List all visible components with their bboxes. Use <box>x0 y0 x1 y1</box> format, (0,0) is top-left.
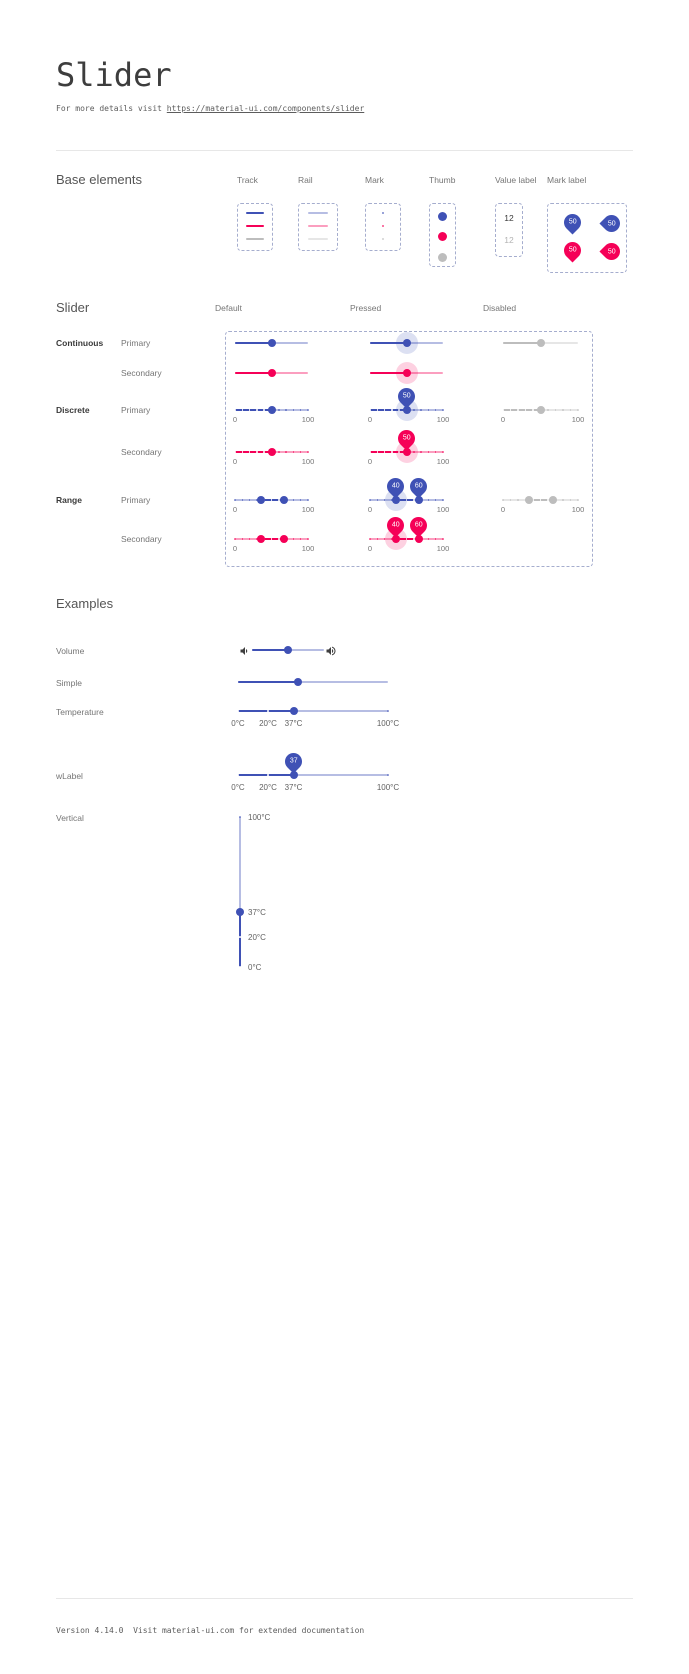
mark-dot <box>547 409 549 411</box>
scale-label-max: 100 <box>436 544 450 553</box>
scale-label-min: 0 <box>367 457 373 466</box>
scale-label-min: 0 <box>500 415 506 424</box>
mark-dot <box>239 816 241 818</box>
divider-top <box>56 150 633 151</box>
mark-dot <box>442 538 444 540</box>
mark-dot <box>377 499 379 501</box>
track-sample <box>246 212 264 214</box>
mark-dot <box>307 409 309 411</box>
scale-label-max: 100 <box>436 505 450 514</box>
scale-label-max: 100 <box>301 544 315 553</box>
mark-label: 37°C <box>284 719 303 728</box>
example-label-simple: Simple <box>56 678 82 688</box>
base-column-label-rail: Rail <box>298 175 313 185</box>
page-title: Slider <box>56 56 172 94</box>
mark-dot <box>369 538 371 540</box>
base-column-label-marklabel: Mark label <box>547 175 587 185</box>
mark-dot <box>267 710 269 712</box>
scale-label-max: 100 <box>571 505 585 514</box>
mark-dot <box>442 499 444 501</box>
base-column-label-value: Value label <box>495 175 537 185</box>
track-sample <box>246 225 264 227</box>
slider-thumb[interactable] <box>438 232 447 241</box>
base-elements-heading: Base elements <box>56 172 142 187</box>
scale-label-max: 100 <box>436 415 450 424</box>
base-column-label-thumb: Thumb <box>429 175 456 185</box>
mark-label: 37°C <box>248 907 266 917</box>
mark-dot <box>242 538 244 540</box>
row-variant-label: Secondary <box>121 534 162 544</box>
scale-label-min: 0 <box>367 505 373 514</box>
mark-dot <box>278 451 280 453</box>
base-column-label-track: Track <box>237 175 258 185</box>
state-column-label-default: Default <box>215 303 242 313</box>
mark-dot <box>517 409 519 411</box>
slider-track <box>252 649 288 651</box>
mark-dot <box>237 710 239 712</box>
row-variant-label: Primary <box>121 405 151 415</box>
mark-dot <box>428 451 430 453</box>
mark-sample <box>382 212 384 214</box>
row-group-label: Continuous <box>56 338 104 348</box>
volume-down-icon <box>238 644 250 656</box>
mark-dot <box>562 499 564 501</box>
scale-label-min: 0 <box>232 505 238 514</box>
mark-dot <box>562 409 564 411</box>
mark-dot <box>242 409 244 411</box>
rail-sample <box>308 212 328 214</box>
mark-label: 37°C <box>284 783 303 792</box>
mark-dot <box>242 451 244 453</box>
mark-dot <box>517 499 519 501</box>
mark-dot <box>442 451 444 453</box>
value-label-text: 60 <box>415 521 423 529</box>
slider-thumb[interactable] <box>290 707 298 715</box>
scale-label-max: 100 <box>301 457 315 466</box>
scale-label-min: 0 <box>232 544 238 553</box>
value-label-text: 50 <box>568 246 576 254</box>
mark-dot <box>428 409 430 411</box>
mark-label: 100°C <box>248 813 271 822</box>
mark-dot <box>369 451 371 453</box>
slider-track <box>238 681 298 683</box>
page-subtitle <box>56 104 364 113</box>
slider-track <box>503 342 541 344</box>
mark-label: 0°C <box>248 963 262 972</box>
slider-thumb[interactable] <box>268 339 276 347</box>
mark-dot <box>387 710 389 712</box>
mark-label: 20°C <box>259 783 277 792</box>
mark-dot <box>307 538 309 540</box>
mark-dot <box>293 409 295 411</box>
rail-sample <box>308 225 328 227</box>
mark-dot <box>577 499 579 501</box>
slider-thumb[interactable] <box>268 369 276 377</box>
value-label-text: 50 <box>607 247 615 255</box>
mark-dot <box>369 409 371 411</box>
row-variant-label: Secondary <box>121 368 162 378</box>
value-label-text: 50 <box>402 392 411 400</box>
mark-dot <box>577 409 579 411</box>
mark-dot <box>285 451 287 453</box>
footer-text: Version 4.14.0 Visit material-ui.com for extended documentation <box>56 1626 365 1635</box>
mark-label: 20°C <box>259 719 277 728</box>
slider-track <box>238 774 294 776</box>
base-rail-box <box>298 203 338 251</box>
slider-thumb[interactable] <box>403 369 411 377</box>
scale-label-max: 100 <box>301 415 315 424</box>
mark-dot <box>428 499 430 501</box>
example-label-wlabel: wLabel <box>56 771 83 781</box>
mark-dot <box>369 499 371 501</box>
slider-thumb[interactable] <box>294 678 302 686</box>
slider-section-heading: Slider <box>56 300 90 315</box>
mark-dot <box>263 409 265 411</box>
slider-thumb[interactable] <box>280 535 288 543</box>
scale-label-min: 0 <box>367 415 373 424</box>
slider-thumb[interactable] <box>236 908 244 916</box>
base-track-box <box>237 203 273 251</box>
scale-label-min: 0 <box>367 544 373 553</box>
mark-dot <box>234 409 236 411</box>
slider-thumb[interactable] <box>403 339 411 347</box>
mark-dot <box>428 538 430 540</box>
scale-label-max: 100 <box>436 457 450 466</box>
mark-dot <box>502 499 504 501</box>
value-label-text: 50 <box>568 218 576 226</box>
scale-label-min: 0 <box>500 505 506 514</box>
mark-dot <box>391 451 393 453</box>
docs-link[interactable]: https://material-ui.com/components/slider <box>166 104 365 113</box>
value-label-sample: 12 <box>504 213 514 223</box>
slider-track <box>503 409 541 411</box>
row-variant-label: Primary <box>121 495 151 505</box>
scale-label-min: 0 <box>232 415 238 424</box>
example-label-vertical: Vertical <box>56 813 84 823</box>
mark-dot <box>377 538 379 540</box>
mark-label: 20°C <box>248 933 266 942</box>
mark-dot <box>234 499 236 501</box>
slider-track <box>235 451 272 453</box>
mark-dot <box>293 451 295 453</box>
mark-dot <box>267 774 269 776</box>
mark-dot <box>307 451 309 453</box>
mark-sample <box>382 238 384 240</box>
base-column-label-mark: Mark <box>365 175 384 185</box>
examples-heading: Examples <box>56 596 114 611</box>
scale-label-min: 0 <box>232 457 238 466</box>
mark-dot <box>377 451 379 453</box>
slider-thumb[interactable] <box>257 535 265 543</box>
mark-dot <box>239 936 241 938</box>
mark-label: 0°C <box>231 719 245 728</box>
scale-label-max: 100 <box>571 415 585 424</box>
state-column-label-pressed: Pressed <box>350 303 382 313</box>
value-label-text: 40 <box>391 521 400 529</box>
divider-bottom <box>56 1598 633 1599</box>
mark-dot <box>263 451 265 453</box>
mark-dot <box>285 409 287 411</box>
slider-thumb[interactable] <box>284 646 292 654</box>
mark-sample <box>382 225 384 227</box>
volume-up-icon <box>325 644 337 656</box>
base-mark-box <box>365 203 401 251</box>
mark-dot <box>234 538 236 540</box>
mark-dot <box>242 499 244 501</box>
mark-dot <box>239 966 241 968</box>
value-label-text: 60 <box>415 482 423 490</box>
example-label-temperature: Temperature <box>56 707 104 717</box>
mark-label: 100°C <box>376 783 400 792</box>
mark-label: 0°C <box>231 783 245 792</box>
slider-thumb[interactable] <box>257 496 265 504</box>
row-group-label: Range <box>56 495 82 505</box>
slider-thumb[interactable] <box>268 448 276 456</box>
mark-dot <box>377 409 379 411</box>
base-marklabel-box <box>547 203 627 273</box>
mark-dot <box>234 451 236 453</box>
value-label-text: 37 <box>289 757 298 765</box>
mark-dot <box>307 499 309 501</box>
mark-dot <box>387 774 389 776</box>
value-label-sample-disabled: 12 <box>504 235 514 245</box>
row-group-label: Discrete <box>56 405 90 415</box>
slider-thumb[interactable] <box>537 406 545 414</box>
mark-dot <box>532 409 534 411</box>
slider-track <box>235 372 272 374</box>
slider-track <box>235 409 272 411</box>
mark-dot <box>420 409 422 411</box>
rail-sample <box>308 238 328 240</box>
track-sample <box>246 238 264 240</box>
mark-dot <box>391 409 393 411</box>
state-column-label-disabled: Disabled <box>483 303 517 313</box>
subtitle-text: For more details visit <box>56 104 167 113</box>
row-variant-label: Secondary <box>121 447 162 457</box>
value-label-text: 40 <box>391 482 400 490</box>
scale-label-max: 100 <box>301 505 315 514</box>
value-label-pin <box>281 749 305 773</box>
mark-dot <box>278 409 280 411</box>
slider-thumb[interactable] <box>537 339 545 347</box>
mark-label: 100°C <box>376 719 400 728</box>
value-label-text: 50 <box>607 219 615 227</box>
slider-track <box>238 710 294 712</box>
row-variant-label: Primary <box>121 338 151 348</box>
value-label-text: 50 <box>402 434 411 442</box>
slider-thumb[interactable] <box>438 253 447 262</box>
base-value-box <box>495 203 523 257</box>
mark-dot <box>293 499 295 501</box>
slider-thumb[interactable] <box>438 212 447 221</box>
mark-dot <box>237 774 239 776</box>
mark-dot <box>256 409 258 411</box>
example-label-volume: Volume <box>56 646 85 656</box>
slider-track <box>235 342 272 344</box>
mark-dot <box>502 409 504 411</box>
mark-dot <box>293 538 295 540</box>
slider-thumb[interactable] <box>268 406 276 414</box>
mark-dot <box>442 409 444 411</box>
slider-thumb[interactable] <box>280 496 288 504</box>
mark-dot <box>420 451 422 453</box>
mark-dot <box>256 451 258 453</box>
slider-track <box>239 912 241 968</box>
